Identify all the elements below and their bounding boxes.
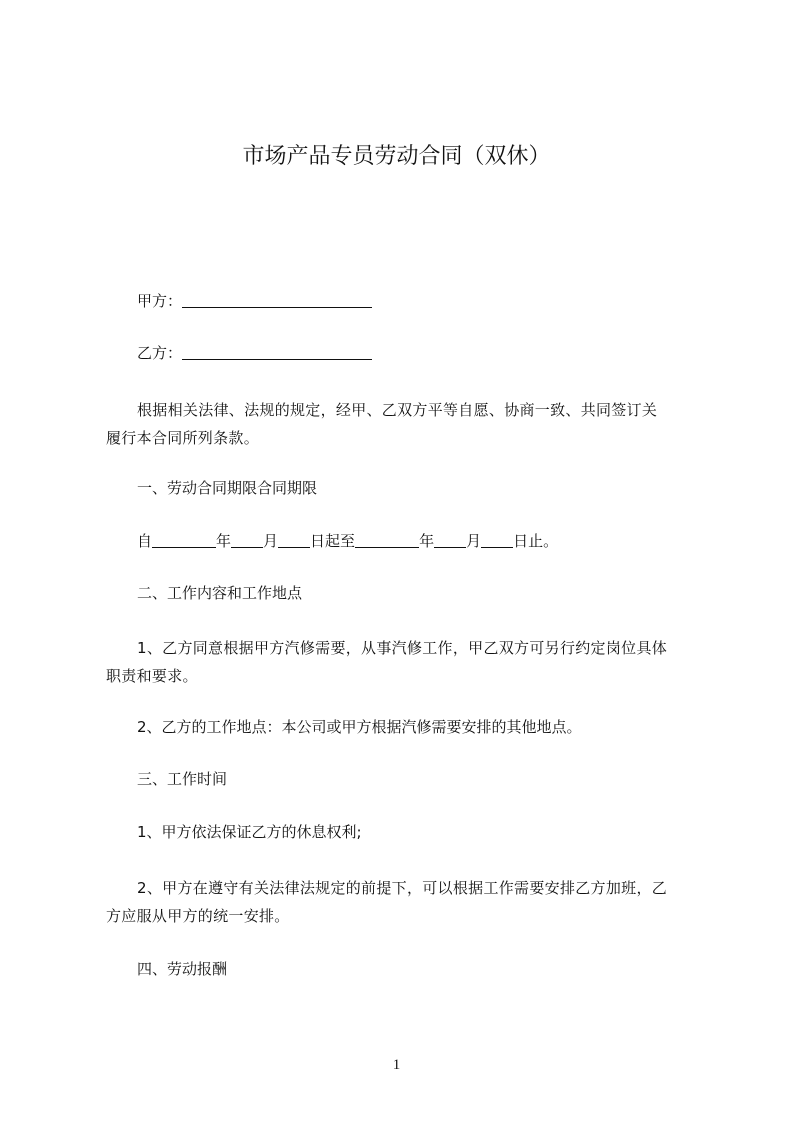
term-end-day-blank[interactable] — [481, 533, 513, 548]
section-2-item-1: 1、乙方同意根据甲方汽修需要，从事汽修工作，甲乙双方可另行约定岗位具体职责和要求。 — [106, 639, 668, 685]
term-start-year-blank[interactable] — [152, 533, 216, 548]
section-3-item-2: 2、甲方在遵守有关法律法规定的前提下，可以根据工作需要安排乙方加班，乙方应服从甲方的统一安排。 — [106, 879, 668, 925]
section-4-heading: 四、劳动报酬 — [137, 960, 228, 978]
term-start-day-blank[interactable] — [278, 533, 310, 548]
party-b-line — [137, 339, 372, 367]
term-month-text: 月 — [263, 532, 279, 550]
party-b-label: 乙方： — [137, 344, 183, 362]
term-end-month-blank[interactable] — [434, 533, 466, 548]
term-from-text: 自 — [137, 532, 153, 550]
term-end-month-text: 月 — [466, 532, 482, 550]
intro-paragraph: 根据相关法律、法规的规定，经甲、乙双方平等自愿、协商一致、共同签订关履行本合同所列条款。 — [106, 401, 658, 447]
section-2-item-2: 2、乙方的工作地点：本公司或甲方根据汽修需要安排的其他地点。 — [137, 718, 582, 736]
section-2-heading: 二、工作内容和工作地点 — [137, 584, 303, 602]
section-3-heading: 三、工作时间 — [137, 770, 228, 788]
party-b-blank[interactable] — [182, 345, 372, 360]
term-end-text: 日止。 — [513, 532, 559, 550]
section-3-item-1: 1、甲方依法保证乙方的休息权利; — [137, 823, 362, 841]
party-a-line — [137, 287, 372, 315]
term-to-text: 日起至 — [310, 532, 356, 550]
term-year-text: 年 — [216, 532, 232, 550]
page-number: 1 — [392, 1057, 401, 1073]
term-end-year-text: 年 — [419, 532, 435, 550]
term-start-month-blank[interactable] — [231, 533, 263, 548]
section-1-heading: 一、劳动合同期限合同期限 — [137, 479, 318, 497]
party-a-blank[interactable] — [182, 293, 372, 308]
term-end-year-blank[interactable] — [355, 533, 419, 548]
contract-term-line — [137, 527, 558, 555]
party-a-label: 甲方： — [137, 292, 183, 310]
document-title: 市场产品专员劳动合同（双休） — [242, 144, 551, 169]
